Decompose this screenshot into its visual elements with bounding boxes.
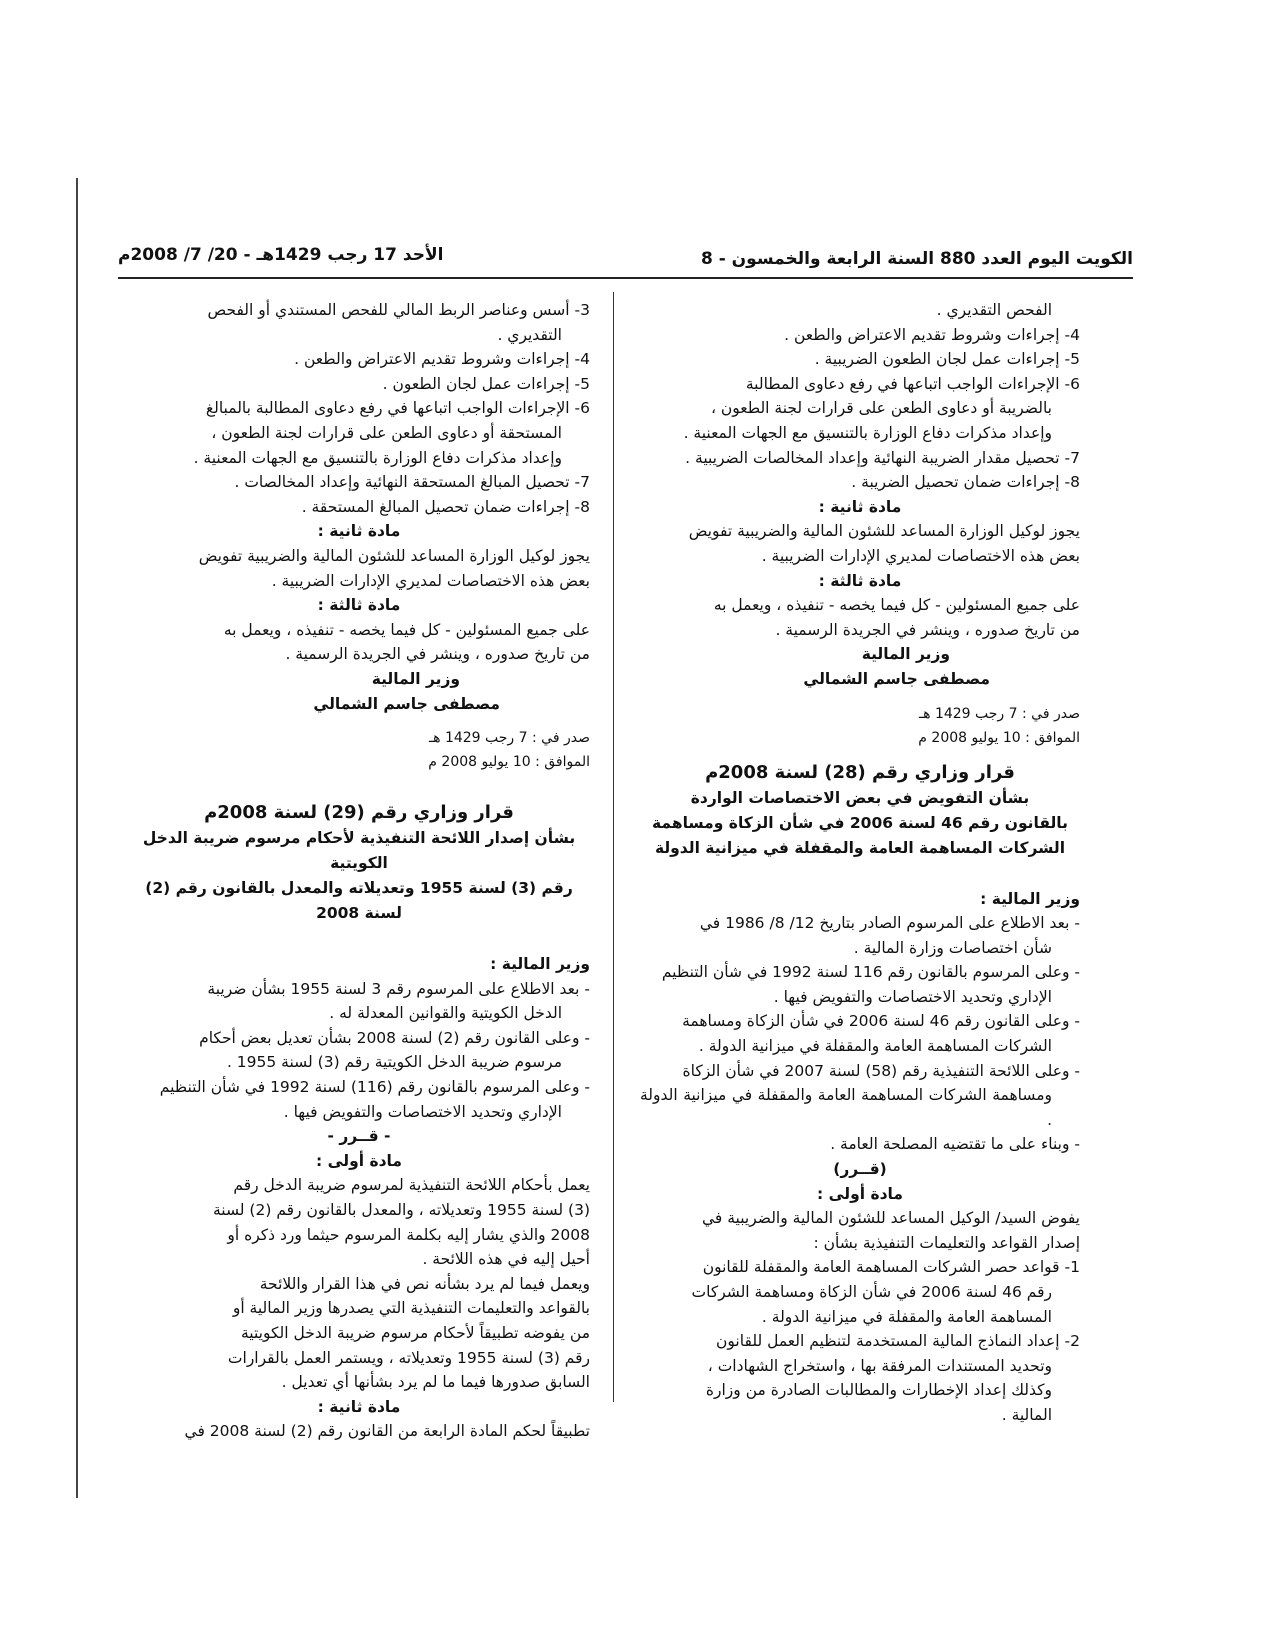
text-line: يفوض السيد/ الوكيل المساعد للشئون المالية والضريبية في	[701, 1209, 1080, 1228]
list-item: 1- قواعد حصر الشركات المساهمة العامة والمقفلة للقانون	[702, 1258, 1080, 1277]
list-item: 2- إعداد النماذج المالية المستخدمة لتنظيم العمل للقانون	[716, 1332, 1080, 1351]
list-item: 8- إجراءات ضمان تحصيل الضريبة .	[851, 473, 1080, 492]
preamble-item: - وعلى القانون رقم 46 لسنة 2006 في شأن الزكاة ومساهمة	[682, 1012, 1080, 1031]
article-heading: مادة أولى :	[316, 1151, 402, 1170]
column-divider	[613, 292, 614, 1402]
list-item: 7- تحصيل مقدار الضريبة النهائية وإعداد المخالصات الضريبية .	[685, 448, 1080, 467]
page-header	[118, 243, 1133, 279]
text-line: وإعداد مذكرات دفاع الوزارة بالتنسيق مع الجهات المعنية .	[683, 423, 1052, 442]
article-heading: مادة ثانية :	[818, 497, 902, 516]
text-line: بعض هذه الاختصاصات لمديري الإدارات الضريبية .	[271, 571, 590, 590]
preamble-item: - وعلى المرسوم بالقانون رقم 116 لسنة 1992 في شأن التنظيم	[661, 963, 1080, 982]
minister-title: وزير المالية	[861, 645, 950, 664]
text-line: رقم 46 لسنة 2006 في شأن الزكاة ومساهمة الشركات	[691, 1283, 1052, 1301]
issued-date: صدر في : 7 رجب 1429 هـ	[429, 730, 590, 747]
article-heading: مادة ثالثة :	[818, 571, 902, 590]
article-heading: مادة أولى :	[817, 1184, 903, 1203]
minister-heading: وزير المالية :	[980, 889, 1080, 908]
text-line: من تاريخ صدوره ، وينشر في الجريدة الرسمية .	[285, 645, 590, 664]
decided-heading: (قــرر)	[833, 1160, 887, 1179]
text-line: المستحقة أو دعاوى الطعن على قرارات لجنة الطعون ،	[211, 423, 562, 442]
preamble-item: - بعد الاطلاع على المرسوم الصادر بتاريخ 12/ 8/ 1986 في	[699, 914, 1080, 933]
decree-subtitle: الشركات المساهمة العامة والمقفلة في ميزانية الدولة	[654, 838, 1066, 857]
text-line: رقم (3) لسنة 1955 وتعديلاته ، ويستمر العمل بالقرارات	[227, 1348, 590, 1367]
text-line: يجوز لوكيل الوزارة المساعد للشئون المالية والضريبية تفويض	[688, 522, 1080, 541]
text-line: وتحديد المستندات المرفقة بها ، واستخراج الشهادات ،	[707, 1356, 1052, 1375]
minister-heading: وزير المالية :	[490, 955, 590, 974]
list-item: 6- الإجراءات الواجب اتباعها في رفع دعاوى المطالبة بالمبالغ	[205, 399, 590, 418]
left-column	[128, 298, 590, 1444]
text-line: وإعداد مذكرات دفاع الوزارة بالتنسيق مع الجهات المعنية .	[193, 448, 562, 467]
text-line: يجوز لوكيل الوزارة المساعد للشئون المالية والضريبية تفويض	[198, 546, 590, 565]
list-item: 7- تحصيل المبالغ المستحقة النهائية وإعداد المخالصات .	[234, 473, 590, 492]
minister-name: مصطفى جاسم الشمالي	[313, 694, 500, 713]
text-line: من يفوضه تطبيقاً لأحكام مرسوم ضريبة الدخل الكويتية	[241, 1324, 590, 1342]
text-line: الفحص التقديري .	[936, 301, 1052, 319]
list-item: 3- أسس وعناصر الربط المالي للفحص المستندي أو الفحص	[207, 301, 590, 319]
article-heading: مادة ثالثة :	[317, 596, 401, 615]
text-line: وكذلك إعداد الإخطارات والمطالبات الصادرة من وزارة	[705, 1381, 1052, 1400]
decree-title: قرار وزاري رقم (28) لسنة 2008م	[705, 761, 1015, 783]
text-line: المالية .	[1001, 1405, 1052, 1424]
text-line: التقديري .	[497, 325, 562, 344]
decree-subtitle: بشأن التفويض في بعض الاختصاصات الواردة	[690, 788, 1030, 807]
text-line: الشركات المساهمة العامة والمقفلة في ميزانية الدولة .	[698, 1037, 1052, 1056]
text-line: الإداري وتحديد الاختصاصات والتفويض فيها .	[283, 1102, 562, 1121]
list-item: 5- إجراءات عمل لجان الطعون الضريبية .	[814, 350, 1080, 369]
decree-subtitle: رقم (3) لسنة 1955 وتعديلاته والمعدل بالقانون رقم (2) لسنة 2008	[145, 879, 573, 923]
text-line: يعمل بأحكام اللائحة التنفيذية لمرسوم ضريبة الدخل رقم	[233, 1176, 590, 1195]
text-line: مرسوم ضريبة الدخل الكويتية رقم (3) لسنة 1955 .	[226, 1053, 562, 1072]
text-line: على جميع المسئولين - كل فيما يخصه - تنفيذه ، ويعمل به	[223, 620, 590, 639]
corresponding-date: الموافق : 10 يوليو 2008 م	[428, 754, 590, 771]
list-item: 4- إجراءات وشروط تقديم الاعتراض والطعن .	[294, 350, 590, 369]
text-line: ويعمل فيما لم يرد بشأنه نص في هذا القرار واللائحة	[259, 1274, 590, 1293]
text-line: (3) لسنة 1955 وتعديلاته ، والمعدل بالقانون رقم (2) لسنة	[212, 1201, 590, 1220]
text-line: الدخل الكويتية والقوانين المعدلة له .	[329, 1004, 562, 1023]
right-column	[640, 298, 1080, 1428]
list-item: 8- إجراءات ضمان تحصيل المبالغ المستحقة .	[301, 497, 590, 516]
decree-subtitle: بشأن إصدار اللائحة التنفيذية لأحكام مرسوم ضريبة الدخل الكويتية	[142, 829, 576, 873]
text-line: شأن اختصاصات وزارة المالية .	[853, 938, 1052, 957]
preamble-item: - وعلى اللائحة التنفيذية رقم (58) لسنة 2007 في شأن الزكاة	[682, 1061, 1080, 1080]
decree-subtitle: بالقانون رقم 46 لسنة 2006 في شأن الزكاة ومساهمة	[652, 813, 1068, 832]
text-line: 2008 والذي يشار إليه بكلمة المرسوم حيثما ورد ذكره أو	[227, 1225, 590, 1244]
binding-margin-line	[76, 178, 78, 1498]
corresponding-date: الموافق : 10 يوليو 2008 م	[918, 729, 1080, 746]
article-heading: مادة ثانية :	[317, 522, 401, 541]
list-item: 6- الإجراءات الواجب اتباعها في رفع دعاوى المطالبة	[745, 374, 1080, 393]
preamble-item: - وعلى القانون رقم (2) لسنة 2008 بشأن تعديل بعض أحكام	[199, 1028, 590, 1047]
preamble-item: - وبناء على ما تقتضيه المصلحة العامة .	[830, 1135, 1080, 1154]
text-line: على جميع المسئولين - كل فيما يخصه - تنفيذه ، ويعمل به	[713, 596, 1080, 615]
text-line: أحيل إليه في هذه اللائحة .	[422, 1250, 590, 1269]
text-line: الإداري وتحديد الاختصاصات والتفويض فيها .	[773, 987, 1052, 1006]
header-issue-info: الكويت اليوم العدد 880 السنة الرابعة والخمسون - 8	[700, 249, 1133, 269]
header-date: الأحد 17 رجب 1429هـ - 20/ 7/ 2008م	[118, 245, 444, 265]
decided-heading: - قــرر -	[327, 1127, 391, 1146]
minister-title: وزير المالية	[371, 669, 460, 688]
text-line: من تاريخ صدوره ، وينشر في الجريدة الرسمية .	[775, 620, 1080, 639]
text-line: ومساهمة الشركات المساهمة العامة والمقفلة في ميزانية الدولة .	[640, 1086, 1052, 1129]
decree-title: قرار وزاري رقم (29) لسنة 2008م	[204, 802, 514, 824]
text-line: بالقواعد والتعليمات التنفيذية التي يصدرها وزير المالية أو	[232, 1299, 590, 1318]
issued-date: صدر في : 7 رجب 1429 هـ	[919, 705, 1080, 722]
text-line: بعض هذه الاختصاصات لمديري الإدارات الضريبية .	[761, 546, 1080, 565]
text-line: السابق صدورها فيما ما لم يرد بشأنها أي تعديل .	[281, 1373, 590, 1392]
text-line: المساهمة العامة والمقفلة في ميزانية الدولة .	[761, 1307, 1052, 1326]
article-heading: مادة ثانية :	[317, 1397, 401, 1416]
text-line: إصدار القواعد والتعليمات التنفيذية بشأن :	[813, 1233, 1080, 1252]
text-line: بالضريبة أو دعاوى الطعن على قرارات لجنة الطعون ،	[710, 399, 1052, 418]
list-item: 5- إجراءات عمل لجان الطعون .	[382, 374, 590, 393]
text-line: تطبيقاً لحكم المادة الرابعة من القانون رقم (2) لسنة 2008 في	[184, 1422, 590, 1441]
list-item: 4- إجراءات وشروط تقديم الاعتراض والطعن .	[784, 325, 1080, 344]
minister-name: مصطفى جاسم الشمالي	[803, 669, 990, 688]
preamble-item: - بعد الاطلاع على المرسوم رقم 3 لسنة 1955 بشأن ضريبة	[207, 979, 590, 998]
preamble-item: - وعلى المرسوم بالقانون رقم (116) لسنة 1992 في شأن التنظيم	[159, 1078, 590, 1097]
